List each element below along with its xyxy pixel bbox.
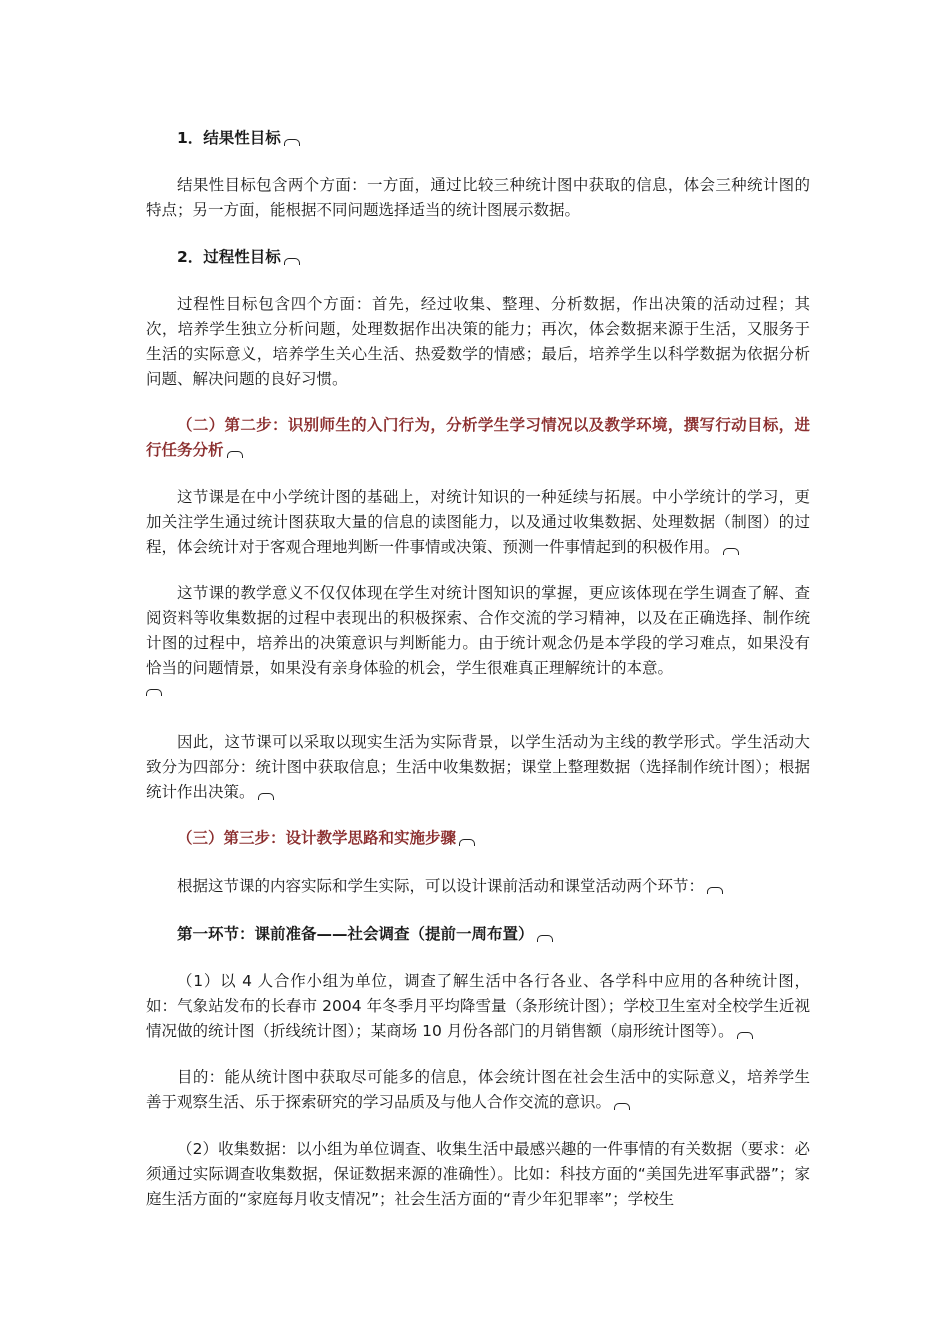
paragraph-teaching-meaning: 这节课的教学意义不仅仅体现在学生对统计图知识的掌握，更应该体现在学生调查了解、查阅资料等收集数据的过程中表现出的积极探索、合作交流的学习精神，以及在正确选择、制作统计图的过程中，培养出的决策意识与判断能力。由于统计观念仍是本学段的学习难点，如果没有恰当的问题情景，如果没有亲身体验的机会，学生很难真正理解统计的本意。 xyxy=(146,581,810,696)
paragraph-mark-icon xyxy=(258,793,274,800)
paragraph-result-goals: 结果性目标包含两个方面：一方面，通过比较三种统计图中获取的信息，体会三种统计图的特点；另一方面，能根据不同问题选择适当的统计图展示数据。 xyxy=(146,176,810,219)
paragraph-survey-one: （1）以 4 人合作小组为单位，调查了解生活中各行各业、各学科中应用的各种统计图，如：气象站发布的长春市 2004 年冬季月平均降雪量（条形统计图）；学校卫生室对全校学生近视情况做的统计图（折线统计图）；某商场 10 月份各部门的月销售额（扇形统计图等）。 xyxy=(146,972,810,1040)
heading-first-link: 第一环节：课前准备——社会调查（提前一周布置） xyxy=(146,922,810,947)
paragraph-mark-icon xyxy=(614,1103,630,1110)
paragraph-activities: 因此，这节课可以采取以现实生活为实际背景，以学生活动为主线的教学形式。学生活动大致分为四部分：统计图中获取信息；生活中收集数据；课堂上整理数据（选择制作统计图）；根据统计作出决策。 xyxy=(146,733,810,801)
paragraph-purpose: 目的：能从统计图中获取尽可能多的信息，体会统计图在社会生活中的实际意义，培养学生善于观察生活、乐于探索研究的学习品质及与他人合作交流的意识。 xyxy=(146,1068,810,1111)
paragraph-mark-icon xyxy=(284,139,300,146)
paragraph-mark-icon xyxy=(459,839,475,846)
paragraph-lesson-basis: 这节课是在中小学统计图的基础上，对统计知识的一种延续与拓展。中小学统计的学习，更加关注学生通过统计图获取大量的信息的读图能力，以及通过收集数据、处理数据（制图）的过程，体会统计对于客观合理地判断一件事情或决策、预测一件事情起到的积极作用。 xyxy=(146,488,810,556)
paragraph-mark-icon xyxy=(146,689,162,696)
paragraph-mark-icon xyxy=(723,548,739,555)
heading-process-goals: 2．过程性目标 xyxy=(146,245,810,270)
paragraph-mark-icon xyxy=(537,935,553,942)
paragraph-mark-icon xyxy=(284,258,300,265)
paragraph-two-links: 根据这节课的内容实际和学生实际，可以设计课前活动和课堂活动两个环节： xyxy=(146,874,810,899)
heading-step-three: （三）第三步：设计教学思路和实施步骤 xyxy=(146,826,810,851)
heading-step-two: （二）第二步：识别师生的入门行为，分析学生学习情况以及教学环境，撰写行动目标，进行任务分析 xyxy=(146,416,810,459)
paragraph-mark-icon xyxy=(737,1032,753,1039)
paragraph-mark-icon xyxy=(707,887,723,894)
paragraph-collect-data: （2）收集数据：以小组为单位调查、收集生活中最感兴趣的一件事情的有关数据（要求：必须通过实际调查收集数据，保证数据来源的准确性）。比如：科技方面的“美国先进军事武器”；家庭生活方面的“家庭每月收支情况”；社会生活方面的“青少年犯罪率”；学校生 xyxy=(146,1140,810,1208)
heading-result-goals: 1．结果性目标 xyxy=(146,126,810,151)
paragraph-mark-icon xyxy=(227,451,243,458)
paragraph-process-goals: 过程性目标包含四个方面：首先，经过收集、整理、分析数据，作出决策的活动过程；其次，培养学生独立分析问题，处理数据作出决策的能力；再次，体会数据来源于生活，又服务于生活的实际意义，培养学生关心生活、热爱数学的情感；最后，培养学生以科学数据为依据分析问题、解决问题的良好习惯。 xyxy=(146,295,810,388)
